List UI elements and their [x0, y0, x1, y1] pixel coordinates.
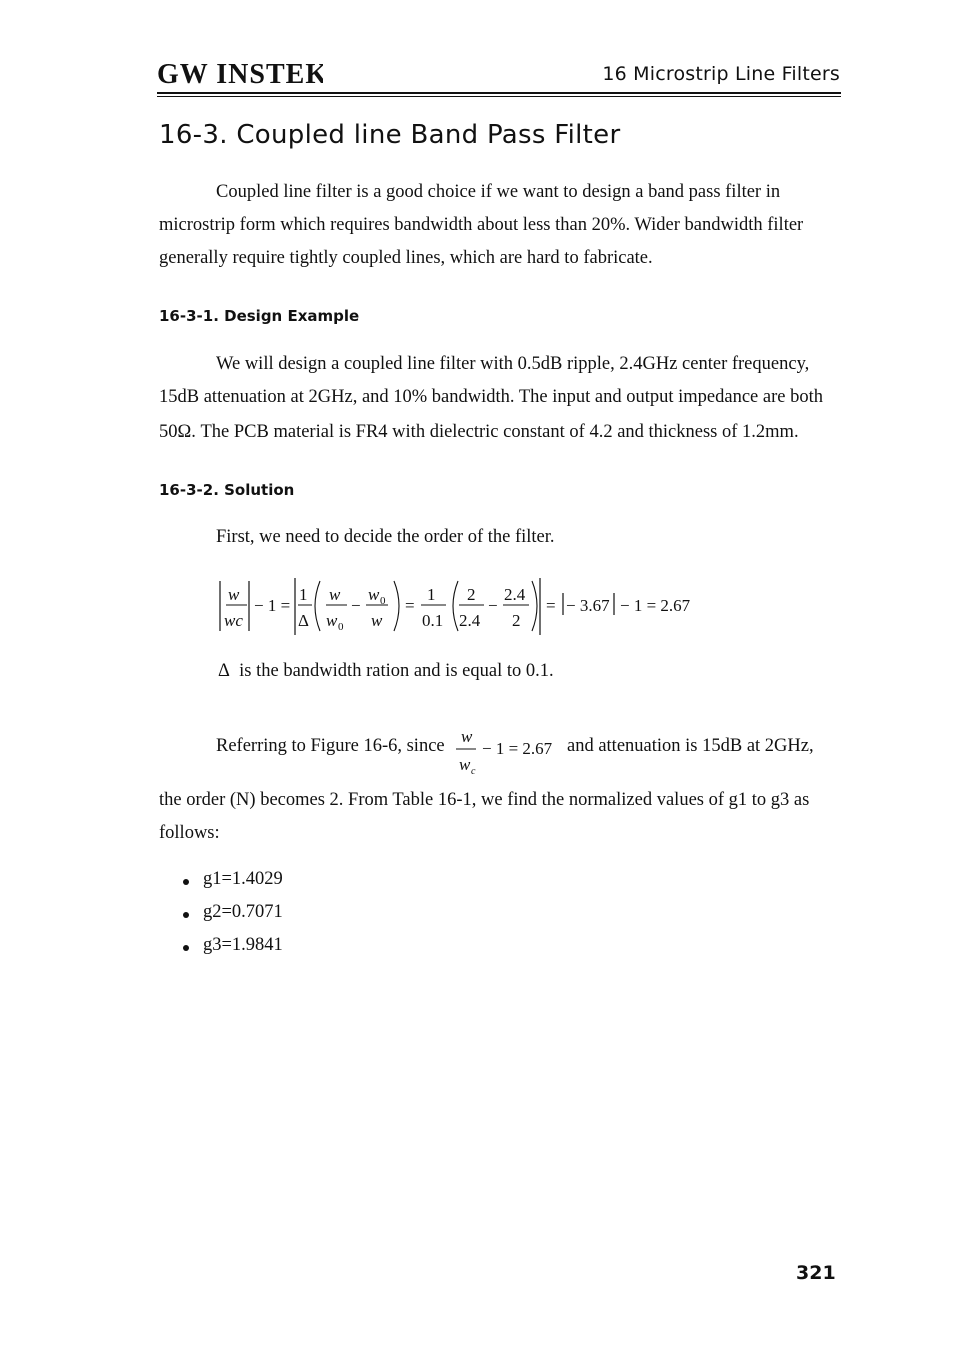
equals-2: = — [546, 596, 556, 615]
bullet-dot — [183, 879, 189, 885]
design-line-1 — [159, 348, 843, 381]
frac-two-four-den: 2.4 — [459, 611, 481, 630]
ref-frac-wc-sub: c — [471, 766, 476, 777]
solution-first-line: First, we need to decide the order of the filter. — [216, 527, 555, 547]
design-line-2: 15dB attenuation at 2GHz, and 10% bandwidth. The input and output impedance are both — [159, 387, 823, 407]
order-paragraph — [159, 784, 843, 850]
frac-two-four-num: 2.4 — [504, 585, 526, 604]
frac-zero-one-den: 0.1 — [422, 611, 444, 630]
minus-2: − — [488, 596, 498, 615]
gw-instek-logo — [157, 58, 323, 88]
frac-two-den: 2 — [512, 611, 521, 630]
frac-w-num: w — [228, 585, 240, 604]
frac-w-den: w — [371, 611, 383, 630]
page-number: 321 — [796, 1262, 836, 1284]
intro-line-2: microstrip form which requires bandwidth about less than 20%. Wider bandwidth filter — [159, 215, 804, 235]
g2-value: g2=0.7071 — [203, 902, 283, 922]
intro-text-1: Coupled line filter is a good choice if we want to design a band pass filter in — [216, 182, 781, 202]
g3-value: g3=1.9841 — [203, 935, 283, 955]
frac-two-num: 2 — [467, 585, 476, 604]
design-text-1: We will design a coupled line filter with 0.5dB ripple, 2.4GHz center frequency, — [216, 354, 810, 374]
header-rule-thin — [157, 96, 841, 97]
delta-note — [218, 661, 554, 682]
bullet-dot — [183, 945, 189, 951]
frac-w0-den-sub: 0 — [338, 621, 344, 633]
frac-w0-num: w — [368, 585, 380, 604]
paren-right-2 — [532, 581, 537, 631]
chapter-title: 16 Microstrip Line Filters — [602, 63, 840, 85]
frac-wc-den: wc — [224, 611, 243, 630]
list-item — [180, 929, 283, 962]
abs-value: − 3.67 — [566, 596, 610, 615]
g-values-list — [180, 863, 283, 962]
formula-result: − 1 = 2.67 — [620, 596, 691, 615]
list-item — [180, 896, 283, 929]
frac-delta-den: Δ — [298, 611, 309, 630]
frac-one-num-2: 1 — [427, 585, 436, 604]
design-example-heading: 16-3-1. Design Example — [159, 307, 360, 325]
design-example-paragraph — [159, 348, 843, 449]
equals-1: = — [405, 596, 415, 615]
referring-line — [216, 724, 846, 780]
order-line-1: the order (N) becomes 2. From Table 16-1, we find the normalized values of g1 to g3 as — [159, 790, 810, 810]
section-title: 16-3. Coupled line Band Pass Filter — [159, 120, 621, 150]
logo-text: GW INSTEK — [157, 59, 323, 88]
header-rule-thick — [157, 92, 841, 94]
paren-left-2 — [453, 581, 458, 631]
ref-frac-result: − 1 = 2.67 — [482, 739, 553, 758]
referring-prefix: Referring to Figure 16-6, since — [216, 736, 445, 756]
intro-paragraph — [159, 176, 843, 275]
order-line-2: follows: — [159, 823, 220, 843]
design-line-3: 50Ω. The PCB material is FR4 with dielectric constant of 4.2 and thickness of 1.2mm. — [159, 422, 799, 442]
ref-frac-w: w — [461, 727, 473, 746]
referring-suffix: and attenuation is 15dB at 2GHz, — [567, 736, 814, 756]
intro-line-1 — [159, 176, 843, 209]
solution-heading: 16-3-2. Solution — [159, 481, 295, 499]
order-formula — [216, 573, 716, 643]
list-item — [180, 863, 283, 896]
logo-graphic — [157, 58, 323, 88]
frac-w-num-2: w — [329, 585, 341, 604]
minus-1: − — [351, 596, 361, 615]
intro-line-3: generally require tightly coupled lines, which are hard to fabricate. — [159, 248, 653, 268]
delta-symbol: Δ — [218, 661, 230, 681]
formula-graphic — [216, 573, 716, 643]
bullet-dot — [183, 912, 189, 918]
frac-w0-den: w — [326, 611, 338, 630]
ref-frac-wc: w — [459, 755, 471, 774]
frac-one-num: 1 — [299, 585, 308, 604]
g1-value: g1=1.4029 — [203, 869, 283, 889]
paren-left-1 — [315, 581, 320, 631]
minus-one-eq: − 1 = — [254, 596, 291, 615]
paren-right-1 — [394, 581, 399, 631]
frac-w0-num-sub: 0 — [380, 595, 386, 607]
delta-note-text: is the bandwidth ration and is equal to 0.1. — [239, 661, 554, 681]
referring-fraction — [454, 724, 564, 780]
